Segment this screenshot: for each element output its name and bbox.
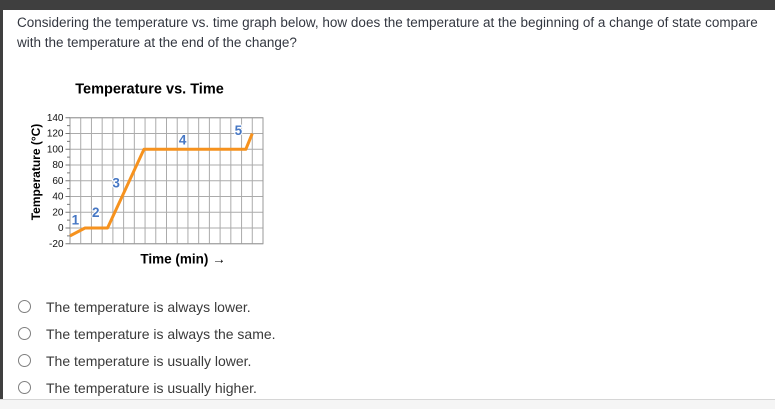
answer-option-2[interactable]	[18, 320, 276, 347]
y-tick-label: -20	[49, 238, 64, 250]
segment-label-1: 1	[71, 212, 80, 228]
radio-button-4[interactable]	[18, 381, 31, 394]
segment-label-4: 4	[178, 132, 187, 148]
x-axis-label: Time (min) →	[140, 251, 226, 267]
answer-option-1[interactable]	[18, 293, 276, 320]
segment-label-3: 3	[112, 175, 120, 191]
radio-button-3[interactable]	[18, 354, 31, 367]
y-tick-label: 60	[52, 175, 64, 187]
y-tick-label: 100	[46, 144, 64, 156]
segment-label-5: 5	[234, 122, 243, 138]
option-label-4[interactable]: The temperature is usually higher.	[46, 379, 257, 396]
y-tick-label: 120	[46, 128, 64, 140]
y-axis-label: Temperature (°C)	[29, 123, 43, 221]
y-tick-label: 0	[57, 223, 64, 235]
y-tick-label: 40	[52, 191, 64, 203]
y-tick-label: 20	[52, 207, 64, 219]
answer-option-4[interactable]	[18, 374, 276, 401]
temperature-time-chart	[25, 75, 275, 280]
left-frame-border	[0, 10, 3, 399]
option-label-2[interactable]: The temperature is always the same.	[46, 325, 276, 342]
radio-button-1[interactable]	[18, 300, 31, 313]
radio-button-2[interactable]	[18, 327, 31, 340]
option-label-3[interactable]: The temperature is usually lower.	[46, 352, 252, 369]
answer-options	[18, 293, 276, 401]
segment-label-2: 2	[91, 204, 100, 220]
chart-title: Temperature vs. Time	[75, 81, 224, 98]
option-label-1[interactable]: The temperature is always lower.	[46, 298, 251, 315]
y-tick-label: 140	[46, 112, 64, 124]
y-tick-label: 80	[52, 160, 64, 172]
footer-strip	[0, 400, 775, 409]
window-top-bar	[0, 0, 775, 10]
answer-option-3[interactable]	[18, 347, 276, 374]
question-text: Considering the temperature vs. time graph below, how does the temperature at the beginning of a change of state compare with the temperature at the end of the change?	[17, 15, 758, 50]
